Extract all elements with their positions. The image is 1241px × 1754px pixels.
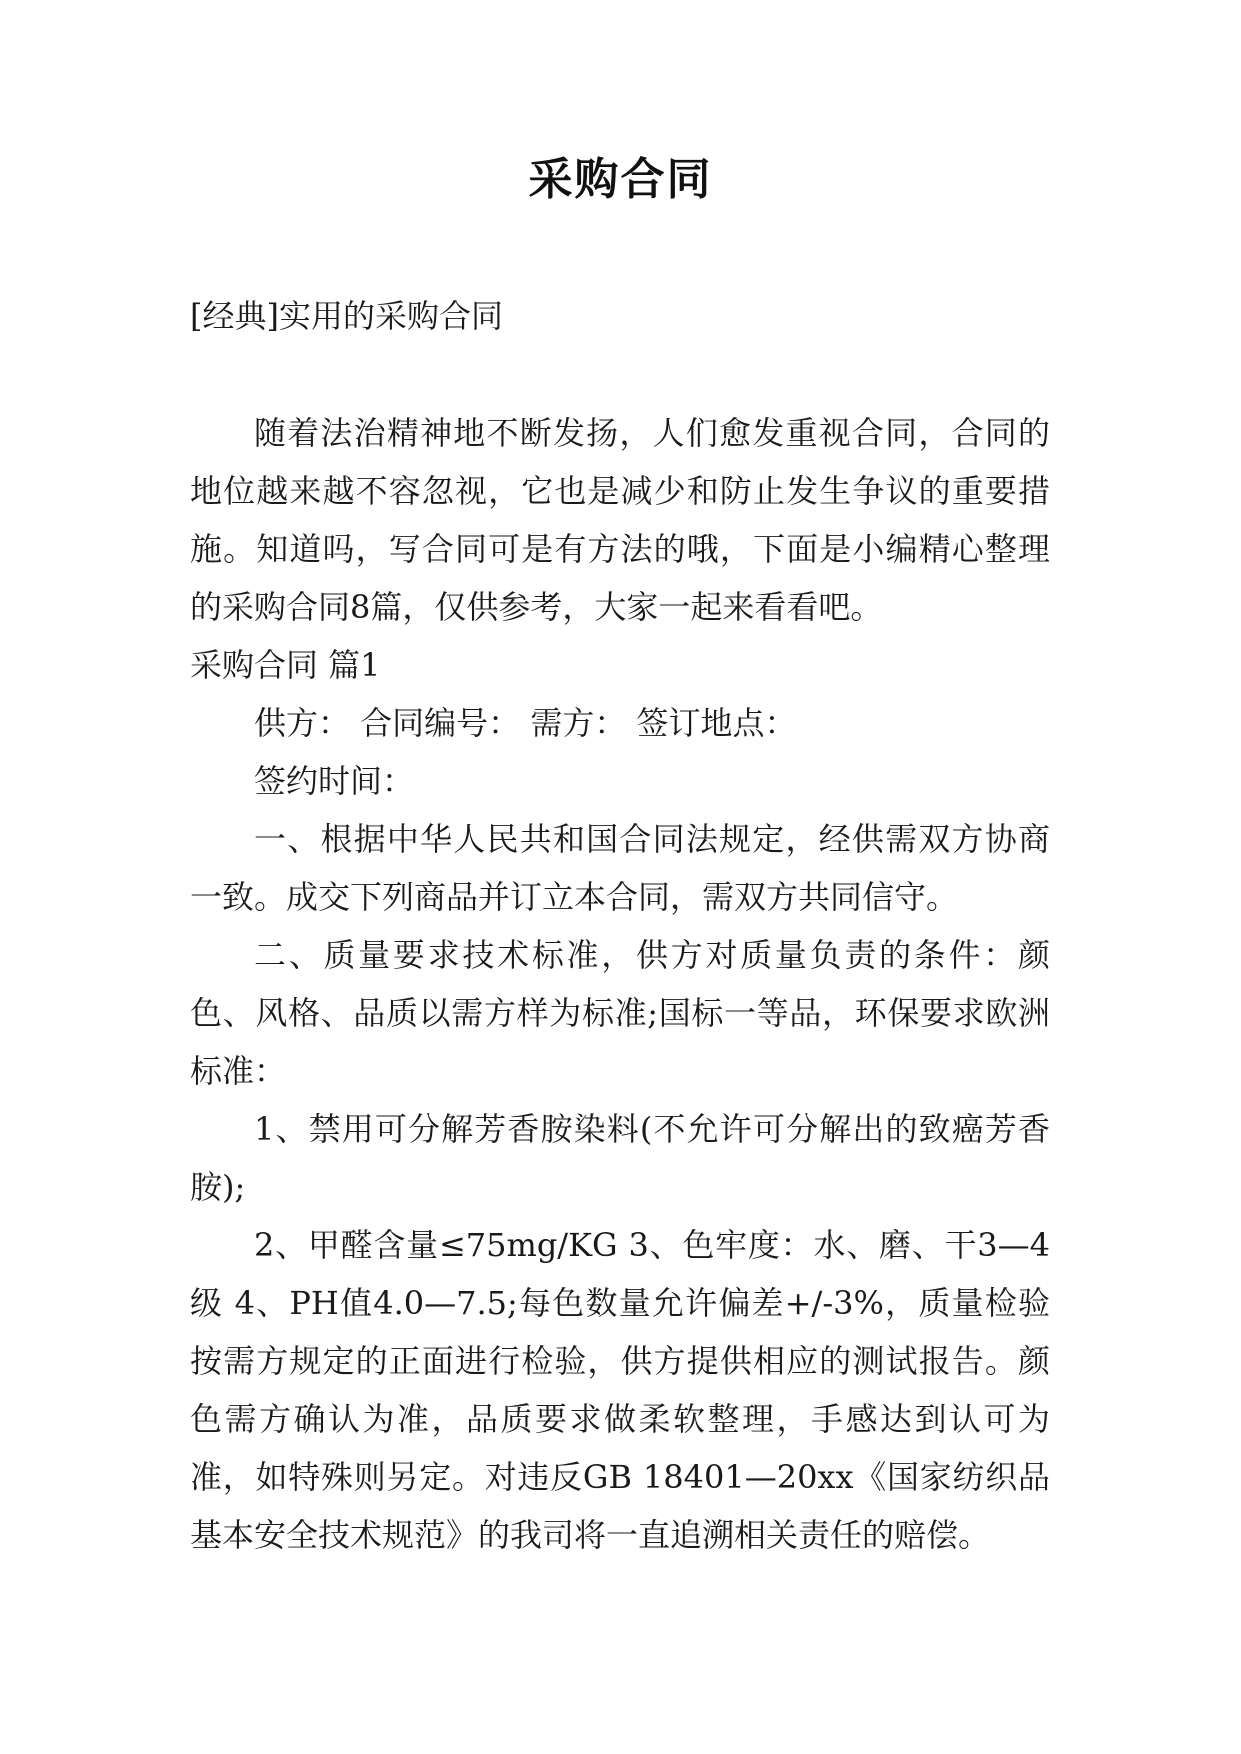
intro-paragraph: 随着法治精神地不断发扬，人们愈发重视合同，合同的地位越来越不容忽视，它也是减少和防止发生争议的重要措施。知道吗，写合同可是有方法的哦，下面是小编精心整理的采购合同8篇，仅供参考，大家一起来看看吧。	[190, 414, 1050, 626]
document-subtitle: [经典]实用的采购合同	[190, 297, 503, 335]
clause-two: 二、质量要求技术标准，供方对质量负责的条件：颜色、风格、品质以需方样为标准;国标一等品，环保要求欧洲标准：	[190, 936, 1050, 1090]
document-title: 采购合同	[528, 154, 713, 205]
signing-time-line: 签约时间：	[254, 762, 415, 800]
contract-parties-line: 供方： 合同编号： 需方： 签订地点：	[254, 704, 797, 742]
clause-two-item-one: 1、禁用可分解芳香胺染料(不允许可分解出的致癌芳香胺);	[190, 1110, 1050, 1206]
document-body	[190, 404, 1050, 1564]
clause-one: 一、根据中华人民共和国合同法规定，经供需双方协商一致。成交下列商品并订立本合同，需双方共同信守。	[190, 820, 1050, 916]
clause-two-item-two: 2、甲醛含量≤75mg/KG 3、色牢度：水、磨、干3—4级 4、PH值4.0—7.5;每色数量允许偏差+/-3%，质量检验按需方规定的正面进行检验，供方提供相应的测试报告。颜色需方确认为准，品质要求做柔软整理，手感达到认可为准，如特殊则另定。对违反GB 18401—20xx《国家纺织品基本安全技术规范》的我司将一直追溯相关责任的赔偿。	[190, 1226, 1050, 1554]
section-heading: 采购合同 篇1	[190, 646, 381, 684]
